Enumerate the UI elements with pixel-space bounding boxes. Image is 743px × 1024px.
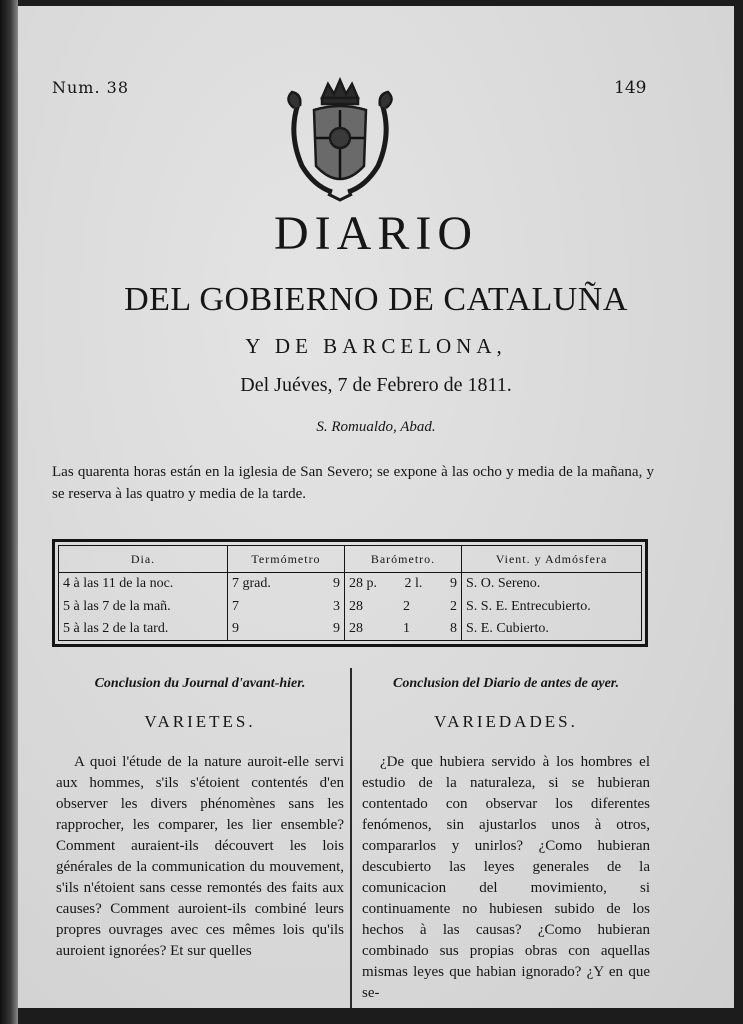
- page-number: 149: [614, 78, 647, 98]
- masthead-subtitle-city: Y DE BARCELONA,: [245, 334, 507, 358]
- church-notice: Las quarenta horas están en la iglesia de San Severo; se expone à las ocho y media de la mañana, y se reserva à las quatro y media de la tarde.: [52, 464, 654, 502]
- french-column: [56, 676, 344, 962]
- thermo-fraction: 9: [333, 576, 340, 592]
- issue-date: Del Juéves, 7 de Febrero de 1811.: [240, 374, 512, 396]
- baro-lines: 2: [403, 598, 410, 614]
- weather-day: 4 à las 11 de la noc.: [59, 573, 228, 596]
- baro-inches: 28 p.: [349, 576, 377, 592]
- issue-number: Num. 38: [52, 78, 130, 97]
- masthead-title: DIARIO: [274, 207, 478, 260]
- weather-day: 5 à las 2 de la tard.: [59, 618, 228, 641]
- weather-day: 5 à las 7 de la mañ.: [59, 595, 228, 617]
- spanish-column: [362, 676, 650, 1004]
- baro-points: 9: [449, 576, 457, 592]
- weather-wind: S. E. Cubierto.: [462, 618, 642, 641]
- weather-header-wind: Vient. y Admósfera: [462, 546, 642, 573]
- saint-of-day: S. Romualdo, Abad.: [316, 419, 436, 435]
- weather-barometer: [345, 618, 462, 641]
- weather-wind: S. O. Sereno.: [462, 573, 642, 596]
- table-row: [59, 573, 642, 596]
- weather-header-barometer: Barómetro.: [345, 546, 462, 573]
- spanish-body-text: ¿De que hubiera servido à los hombres el estudio de la naturaleza, si se hubieran contentado con observar los diferentes fenómenos, sin ajustarlos unos à otros, compararlos y unirlos? ¿Como hubieran descubierto las leyes generales de la comunicacion del movimiento, si continuamente no hubiesen subido de los hechos à las causas? ¿Como hubieran combinado sus propias obras con aquellas mismas leyes que habian ignorado? ¿Y en que se-: [362, 754, 650, 1001]
- baro-lines: 2 l.: [404, 576, 423, 592]
- weather-thermometer: [228, 618, 345, 641]
- book-spine: [0, 0, 18, 1024]
- weather-header-day: Dia.: [59, 546, 228, 573]
- weather-header-thermometer: Termómetro: [228, 546, 345, 573]
- royal-coat-of-arms-icon: [280, 74, 400, 202]
- weather-barometer: [345, 595, 462, 617]
- spanish-section-title: VARIEDADES.: [434, 712, 578, 731]
- french-column-heading: Conclusion du Journal d'avant-hier.: [94, 676, 306, 691]
- thermo-fraction: 3: [333, 598, 340, 614]
- thermo-degrees: 9: [232, 620, 239, 636]
- weather-thermometer: [228, 573, 345, 596]
- column-divider: [350, 668, 352, 1008]
- thermo-degrees: 7: [232, 598, 239, 614]
- weather-thermometer: [228, 595, 345, 617]
- table-row: [59, 618, 642, 641]
- table-row: [59, 595, 642, 617]
- baro-inches: 28: [349, 620, 363, 636]
- thermo-fraction: 9: [333, 620, 340, 636]
- weather-table: [52, 539, 648, 647]
- weather-barometer: [345, 573, 462, 596]
- masthead-subtitle: DEL GOBIERNO DE CATALUÑA: [124, 281, 628, 318]
- baro-inches: 28: [349, 598, 363, 614]
- newspaper-page: [18, 6, 734, 1008]
- spanish-column-heading: Conclusion del Diario de antes de ayer.: [393, 676, 619, 691]
- baro-points: 8: [450, 620, 457, 636]
- baro-points: 2: [450, 598, 457, 614]
- french-section-title: VARIETES.: [144, 712, 256, 731]
- thermo-degrees: 7 grad.: [232, 576, 271, 592]
- weather-wind: S. S. E. Entrecubierto.: [462, 595, 642, 617]
- french-body-text: A quoi l'étude de la nature auroit-elle servi aux hommes, s'ils s'étoient contentés d'en observer les divers phénomènes sans les rapprocher, les comparer, les lier ensemble? Comment auraient-ils découvert les lois générales de la communication du mouvement, s'ils n'étoient sans cesse remontés des faits aux causes? Comment auroient-ils combiné leurs propres ouvrages avec ces mêmes lois qu'ils auroient ignorées? Et sur quelles: [56, 754, 344, 959]
- baro-lines: 1: [403, 620, 410, 636]
